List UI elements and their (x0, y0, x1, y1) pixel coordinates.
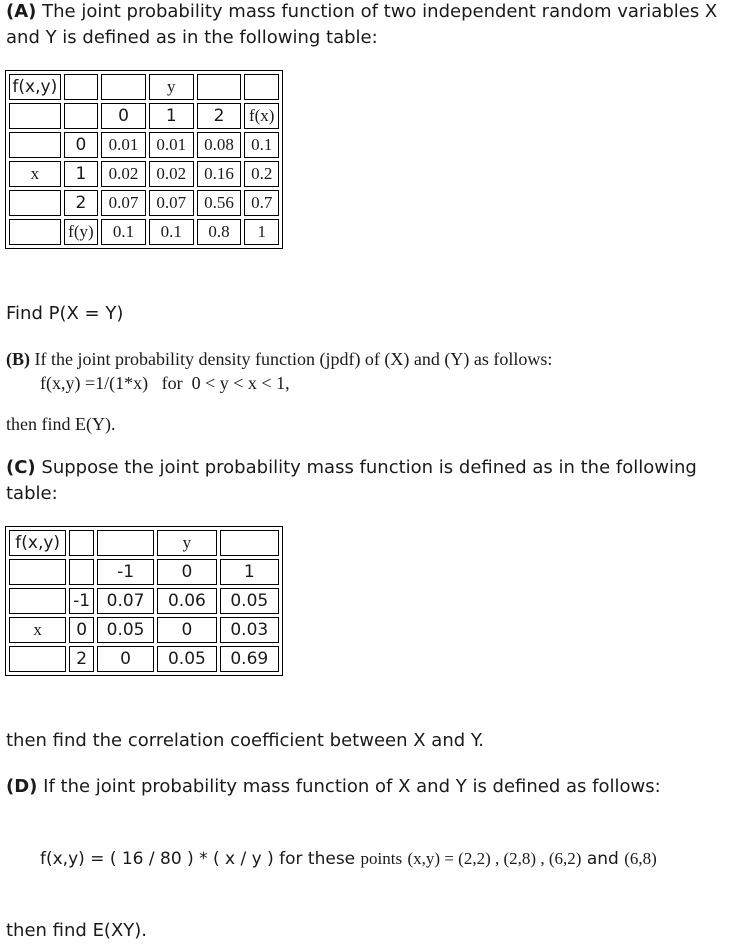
part-b-text-1: If the joint probability density function (jpdf) of (X) and (Y) as follows: (34, 349, 553, 369)
table-c-cell: 0 (157, 617, 216, 643)
part-a-question: Find P(X = Y) (6, 303, 124, 324)
table-a-fx: 0.2 (244, 161, 279, 187)
part-d-formula-b: points (360, 849, 403, 868)
part-b-formula: f(x,y) =1/(1*x) for 0 < y < x < 1, (40, 373, 290, 393)
part-d-line-1 (6, 774, 661, 800)
table-c-cell: 0.05 (157, 646, 216, 672)
table-c-cell: 0.05 (220, 588, 279, 614)
table-cell (64, 74, 99, 100)
part-a-line-2: and Y is defined as in the following table: (6, 27, 378, 48)
table-row (9, 74, 279, 100)
table-c-y-value: 0 (157, 559, 216, 585)
table-a-cell: 0.16 (197, 161, 242, 187)
table-a-fy: 0.8 (197, 219, 242, 245)
table-cell (101, 74, 146, 100)
table-c-y-label: y (157, 530, 216, 556)
table-a-fx-header: f(x) (244, 103, 279, 129)
table-a-cell: 0.56 (197, 190, 242, 216)
table-a-fy: 0.1 (101, 219, 146, 245)
part-a-label: (A) (6, 1, 37, 22)
part-d-formula-c: (x,y) = (2,2) , (2,8) , (6,2) (407, 849, 582, 868)
part-d-text-1: If the joint probability mass function of X and Y is defined as follows: (43, 776, 661, 797)
part-d-formula-e: (6,8) (624, 849, 657, 868)
table-c-cell: 0.03 (220, 617, 279, 643)
table-c-cell: 0.06 (157, 588, 216, 614)
table-row (9, 219, 279, 245)
table-cell (9, 190, 61, 216)
table-a-x-label: x (9, 161, 61, 187)
table-cell (220, 530, 279, 556)
table-c-cell: 0.69 (220, 646, 279, 672)
table-c-y-value: -1 (97, 559, 154, 585)
table-a-y-value: 0 (101, 103, 146, 129)
part-d-formula-d: and (586, 849, 619, 869)
part-c-text-1: Suppose the joint probability mass function is defined as in the following (41, 457, 697, 478)
table-cell (9, 219, 61, 245)
table-cell (97, 530, 154, 556)
part-a-line-1 (6, 0, 717, 25)
part-b-question: then find E(Y). (6, 414, 116, 434)
table-row (9, 103, 279, 129)
table-a-cell: 0.07 (149, 190, 194, 216)
table-c-cell: 0 (97, 646, 154, 672)
part-d-formula (40, 846, 657, 872)
table-c-cell: 0.05 (97, 617, 154, 643)
part-b-label: (B) (6, 349, 30, 369)
table-cell (69, 559, 94, 585)
table-a-cell: 0.07 (101, 190, 146, 216)
table-cell (9, 132, 61, 158)
part-c-question: then find the correlation coefficient between X and Y. (6, 730, 484, 751)
table-row (9, 530, 279, 556)
part-c-label: (C) (6, 457, 36, 478)
table-row (9, 161, 279, 187)
table-row (9, 190, 279, 216)
table-a-cell: 0.08 (197, 132, 242, 158)
part-c-line-2: table: (6, 483, 58, 504)
table-cell (9, 588, 66, 614)
table-a-fx: 0.1 (244, 132, 279, 158)
table-a-cell: 0.01 (149, 132, 194, 158)
part-b-line-1 (6, 346, 552, 372)
table-a-cell: 0.02 (149, 161, 194, 187)
table-cell (197, 74, 242, 100)
table-a-cell: 0.02 (101, 161, 146, 187)
table-a-x-value: 2 (64, 190, 99, 216)
table-c-x-value: 0 (69, 617, 94, 643)
table-row (9, 646, 279, 672)
table-a-x-value: 1 (64, 161, 99, 187)
table-row (9, 559, 279, 585)
table-a-y-value: 1 (149, 103, 194, 129)
table-a-fy: 0.1 (149, 219, 194, 245)
table-c-y-value: 1 (220, 559, 279, 585)
part-c-line-1 (6, 455, 697, 481)
part-d-label: (D) (6, 776, 38, 797)
table-c-corner: f(x,y) (9, 530, 66, 556)
table-row (9, 588, 279, 614)
table-c-cell: 0.07 (97, 588, 154, 614)
part-d-formula-a: f(x,y) = ( 16 / 80 ) * ( x / y ) for these (40, 849, 356, 869)
table-a-y-value: 2 (197, 103, 242, 129)
table-row (9, 617, 279, 643)
table-cell (244, 74, 279, 100)
part-a-text-1: The joint probability mass function of two independent random variables X (42, 1, 718, 22)
table-cell (69, 530, 94, 556)
table-c (5, 526, 283, 676)
table-a (5, 70, 283, 249)
table-cell (9, 559, 66, 585)
table-a-fy-label: f(y) (64, 219, 99, 245)
table-a-y-label: y (149, 74, 194, 100)
table-a-corner: f(x,y) (9, 74, 61, 100)
table-c-x-label: x (9, 617, 66, 643)
table-cell (64, 103, 99, 129)
table-c-x-value: -1 (69, 588, 94, 614)
table-a-cell: 0.01 (101, 132, 146, 158)
table-cell (9, 646, 66, 672)
table-a-fy-total: 1 (244, 219, 279, 245)
table-cell (9, 103, 61, 129)
table-row (9, 132, 279, 158)
table-a-x-value: 0 (64, 132, 99, 158)
table-c-x-value: 2 (69, 646, 94, 672)
part-d-question: then find E(XY). (6, 920, 148, 941)
table-a-fx: 0.7 (244, 190, 279, 216)
